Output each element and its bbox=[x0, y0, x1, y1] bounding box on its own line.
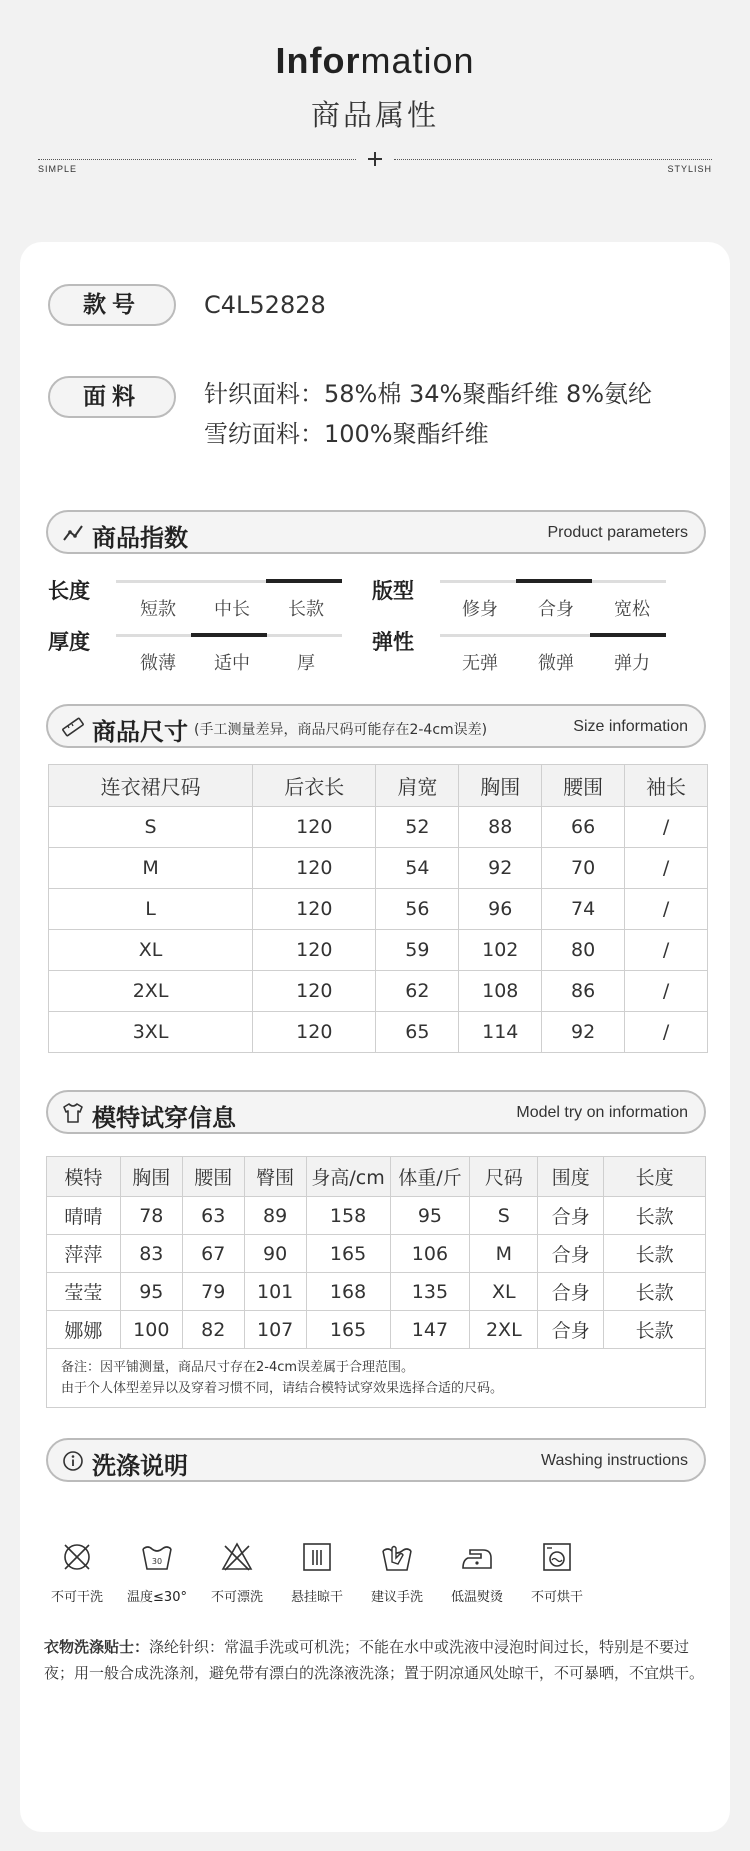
model-title-en: Model try on information bbox=[516, 1104, 688, 1121]
table-row: 莹莹 95 79 101 168 135 XL 合身 长款 bbox=[47, 1273, 706, 1311]
wash-item: 低温熨烫 bbox=[432, 1540, 522, 1605]
washing-title-en: Washing instructions bbox=[540, 1452, 688, 1469]
info-card: 款号 C4L52828 面料 针织面料：58%棉 34%聚酯纤维 8%氨纶 雪纺面料：100%聚酯纤维 商品指数 Product parameters 长度 短款 中长 长款 版型 修身 合身 宽松 厚度 微薄 适中 厚 弹性 无弹 微弹 弹力 商品尺寸 (手工测量差异，商品尺码可能存在2-4cm误差) Size information 连衣裙尺码 后衣长 肩宽 胸围 腰围 袖长 S 120 52 88 66 / M 120 54 92 70 / L 120 56 96 74 / XL 120 59 102 80 / 2XL 120 62 108 86 / 3XL 120 65 114 92 / 模特试穿信息 Model try on information 模特 胸围 腰围 臀围 身高/cm 体重/斤 尺码 围度 长度 晴晴 78 63 89 158 95 S 合身 长款 萍萍 83 67 90 165 106 M 合身 长款 莹莹 95 79 101 168 135 XL 合身 长款 娜娜 100 82 107 165 147 2XL 合身 长款 备注：因平铺测量，商品尺寸存在2-4cm误差属于合理范围。 由于个人体型差异以及穿着习惯不同，请结合模特试穿效果选择合适的尺码。 洗涤说明 Washing instructions 不可干洗 30 温度≤30° 不可漂洗 悬挂晾干 建议手洗 低温熨烫 不可烘干 衣物洗涤贴士：涤纶针织：常温手洗或可机洗；不能在水中或洗液中浸泡时间过长，特别是不要过夜；用一般合成洗涤剂，避免带有漂白的洗涤液洗涤；置于阴凉通风处晾干，不可暴晒，不宜烘干。 bbox=[20, 242, 730, 1832]
wash-item: 悬挂晾干 bbox=[272, 1540, 362, 1605]
table-row: 3XL 120 65 114 92 / bbox=[49, 1012, 708, 1053]
info-icon bbox=[62, 1450, 84, 1472]
page-header bbox=[0, 0, 750, 230]
fabric-label: 面料 bbox=[48, 376, 176, 418]
size-note: (手工测量差异，商品尺码可能存在2-4cm误差) bbox=[194, 722, 488, 738]
size-table bbox=[48, 764, 708, 1053]
table-row: 晴晴 78 63 89 158 95 S 合身 长款 bbox=[47, 1197, 706, 1235]
tshirt-icon bbox=[62, 1102, 84, 1124]
param-selected-bar bbox=[590, 633, 666, 637]
washing-section-header bbox=[46, 1438, 706, 1482]
params-section-header bbox=[46, 510, 706, 554]
low-iron-icon bbox=[460, 1540, 494, 1574]
hand-wash-icon bbox=[380, 1540, 414, 1574]
param-selected-bar bbox=[516, 579, 592, 583]
size-title-en: Size information bbox=[573, 718, 688, 735]
style-number-value: C4L52828 bbox=[204, 291, 326, 319]
size-section-header bbox=[46, 704, 706, 748]
model-title: 模特试穿信息 bbox=[92, 1104, 236, 1132]
table-row: XL 120 59 102 80 / bbox=[49, 930, 708, 971]
washing-tips: 衣物洗涤贴士：涤纶针织：常温手洗或可机洗；不能在水中或洗液中浸泡时间过长，特别是不要过夜；用一般合成洗涤剂，避免带有漂白的洗涤液洗涤；置于阴凉通风处晾干，不可暴晒，不宜烘干。 bbox=[44, 1638, 705, 1682]
style-number-label: 款号 bbox=[48, 284, 176, 326]
header-divider bbox=[38, 150, 712, 170]
ruler-icon bbox=[62, 716, 84, 738]
table-row: M 120 54 92 70 / bbox=[49, 848, 708, 889]
table-row: S 120 52 88 66 / bbox=[49, 807, 708, 848]
wash-item: 不可漂洗 bbox=[192, 1540, 282, 1605]
tag-stylish: STYLISH bbox=[667, 164, 712, 174]
wash-item: 不可烘干 bbox=[512, 1540, 602, 1605]
params-title: 商品指数 bbox=[92, 524, 188, 552]
washing-title: 洗涤说明 bbox=[92, 1452, 188, 1480]
crosshair-icon bbox=[366, 150, 384, 168]
tag-simple: SIMPLE bbox=[38, 164, 78, 174]
fabric-line-2: 雪纺面料：100%聚酯纤维 bbox=[204, 420, 489, 448]
fabric-line-1: 针织面料：58%棉 34%聚酯纤维 8%氨纶 bbox=[204, 380, 653, 408]
wash-item: 30 温度≤30° bbox=[112, 1540, 202, 1605]
no-bleach-icon bbox=[220, 1540, 254, 1574]
param-selected-bar bbox=[191, 633, 267, 637]
wash-item: 建议手洗 bbox=[352, 1540, 442, 1605]
hang-dry-icon bbox=[300, 1540, 334, 1574]
title-english: Information bbox=[275, 40, 475, 81]
params-title-en: Product parameters bbox=[547, 524, 688, 541]
svg-text:30: 30 bbox=[151, 1557, 163, 1566]
title-chinese: 商品属性 bbox=[310, 98, 439, 132]
wash-item: 不可干洗 bbox=[32, 1540, 122, 1605]
table-row: L 120 56 96 74 / bbox=[49, 889, 708, 930]
size-title: 商品尺寸 bbox=[92, 718, 188, 746]
table-row: 萍萍 83 67 90 165 106 M 合身 长款 bbox=[47, 1235, 706, 1273]
wash-30-icon bbox=[140, 1540, 174, 1574]
table-row: 2XL 120 62 108 86 / bbox=[49, 971, 708, 1012]
param-selected-bar bbox=[266, 579, 342, 583]
table-row: 娜娜 100 82 107 165 147 2XL 合身 长款 bbox=[47, 1311, 706, 1349]
trend-line-icon bbox=[62, 522, 84, 544]
model-section-header bbox=[46, 1090, 706, 1134]
model-remark: 备注：因平铺测量，商品尺寸存在2-4cm误差属于合理范围。 由于个人体型差异以及穿着习惯不同，请结合模特试穿效果选择合适的尺码。 bbox=[46, 1348, 706, 1408]
no-tumble-dry-icon bbox=[540, 1540, 574, 1574]
table-header-row: 模特 胸围 腰围 臀围 身高/cm 体重/斤 尺码 围度 长度 bbox=[47, 1157, 706, 1197]
model-table bbox=[46, 1156, 706, 1349]
table-header-row: 连衣裙尺码 后衣长 肩宽 胸围 腰围 袖长 bbox=[49, 765, 708, 807]
no-dry-clean-icon bbox=[60, 1540, 94, 1574]
